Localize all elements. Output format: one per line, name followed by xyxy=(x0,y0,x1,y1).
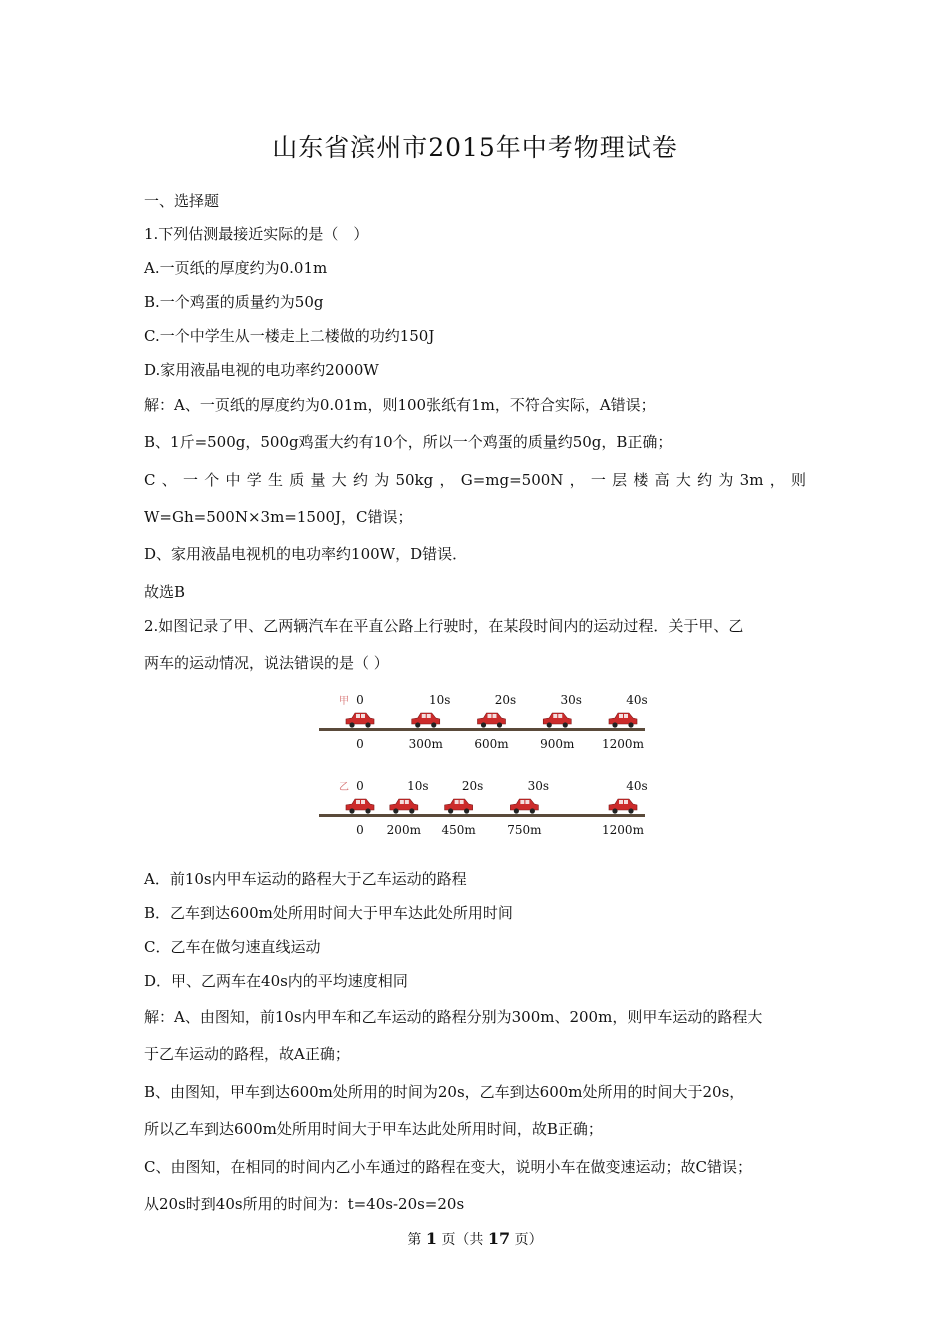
justified-text-chunk: 大 xyxy=(675,471,691,489)
q2-stem-line: 两车的运动情况，说法错误的是（ ） xyxy=(144,654,389,672)
q1-solution-line-justified xyxy=(144,470,806,490)
car-wheel xyxy=(349,722,354,727)
car-window xyxy=(361,714,365,718)
time-label: 30s xyxy=(560,693,582,707)
car-window xyxy=(493,714,497,718)
car-icon xyxy=(609,799,637,814)
q2-solution-line: 从20s时到40s所用的时间为：t=40s-20s=20s xyxy=(144,1195,465,1213)
car-wheel xyxy=(349,808,354,813)
justified-text-chunk: 高 xyxy=(654,471,670,489)
justified-text-chunk: 层 xyxy=(612,471,628,489)
justified-text-chunk: 、 xyxy=(161,471,177,489)
justified-text-chunk: 个 xyxy=(204,471,220,489)
footer-suffix: 页） xyxy=(514,1232,543,1248)
q1-stem: 1.下列估测最接近实际的是（ ） xyxy=(144,225,369,243)
car-icon xyxy=(510,799,538,814)
time-label: 30s xyxy=(527,779,550,793)
car-icon xyxy=(609,713,637,728)
car-body xyxy=(390,799,418,810)
justified-text-chunk: 约 xyxy=(697,471,713,489)
q1-option-a: A.一页纸的厚度约为0.01m xyxy=(144,259,328,277)
car-wheel xyxy=(365,722,370,727)
justified-text-chunk: G=mg=500N xyxy=(460,471,564,489)
justified-text-chunk: 生 xyxy=(267,471,283,489)
q2-option-b: B．乙车到达600m处所用时间大于甲车达此处所用时间 xyxy=(144,904,513,922)
distance-label: 0 xyxy=(356,737,364,751)
car-icon xyxy=(412,713,440,728)
car-window xyxy=(624,800,628,804)
car-window xyxy=(455,800,459,804)
q1-solution-line: W=Gh=500N×3m=1500J，C错误； xyxy=(144,508,413,526)
car-window xyxy=(427,714,431,718)
car-wheel xyxy=(415,722,420,727)
distance-label: 450m xyxy=(441,823,476,837)
justified-text-chunk: 50kg xyxy=(395,471,434,489)
justified-text-chunk: 为 xyxy=(374,471,390,489)
justified-text-chunk: 一 xyxy=(182,471,198,489)
car-window xyxy=(553,714,557,718)
page-footer xyxy=(0,1229,950,1249)
justified-text-chunk: C xyxy=(144,471,156,489)
car-wheel xyxy=(497,722,502,727)
car-wheel xyxy=(464,808,469,813)
time-label: 20s xyxy=(494,693,517,707)
justified-text-chunk: 为 xyxy=(718,471,734,489)
car-window xyxy=(356,800,360,804)
q2-solution-line: 解：A、由图知，前10s内甲车和乙车运动的路程分别为300m、200m，则甲车运动的路程大 xyxy=(144,1008,763,1026)
distance-label: 750m xyxy=(507,823,542,837)
q2-option-d: D．甲、乙两车在40s内的平均速度相同 xyxy=(144,972,408,990)
distance-label: 1200m xyxy=(602,823,644,837)
car-wheel xyxy=(612,722,617,727)
q1-solution-line: 解：A、一页纸的厚度约为0.01m，则100张纸有1m，不符合实际，A错误； xyxy=(144,396,656,414)
car-wheel xyxy=(547,722,552,727)
justified-text-chunk: 中 xyxy=(225,471,241,489)
justified-text-chunk: 质 xyxy=(289,471,305,489)
car-icon xyxy=(346,713,374,728)
footer-prefix: 第 xyxy=(407,1232,422,1248)
car-icon xyxy=(346,799,374,814)
car-window xyxy=(525,800,529,804)
q2-option-c: C．乙车在做匀速直线运动 xyxy=(144,938,321,956)
q2-option-a: A．前10s内甲车运动的路程大于乙车运动的路程 xyxy=(144,870,467,888)
distance-label: 300m xyxy=(408,737,443,751)
page-title: 山东省滨州市2015年中考物理试卷 xyxy=(272,133,678,162)
car-wheel xyxy=(365,808,370,813)
car-wheel xyxy=(514,808,519,813)
justified-text-chunk: 一 xyxy=(590,471,606,489)
track-label: 乙 xyxy=(339,782,349,793)
car-window xyxy=(624,714,628,718)
justified-text-chunk: 楼 xyxy=(633,471,649,489)
car-wheel xyxy=(530,808,535,813)
q2-solution-line: 所以乙车到达600m处所用时间大于甲车达此处所用时间，故B正确； xyxy=(144,1120,603,1138)
car-icon xyxy=(445,799,473,814)
justified-text-chunk: 则 xyxy=(790,471,806,489)
distance-label: 200m xyxy=(386,823,421,837)
q1-solution-line: D、家用液晶电视机的电功率约100W，D错误． xyxy=(144,545,468,563)
car-wheel xyxy=(612,808,617,813)
distance-label: 1200m xyxy=(602,737,644,751)
car-wheel xyxy=(448,808,453,813)
car-wheel xyxy=(563,722,568,727)
car-window xyxy=(619,714,623,718)
q1-option-c: C.一个中学生从一楼走上二楼做的功约150J xyxy=(144,327,435,345)
time-label: 40s xyxy=(626,779,648,793)
car-window xyxy=(422,714,426,718)
track-label: 甲 xyxy=(339,696,349,707)
justified-text-chunk: 量 xyxy=(310,471,326,489)
time-label: 10s xyxy=(429,693,451,707)
q1-option-d: D.家用液晶电视的电功率约2000W xyxy=(144,361,379,379)
car-wheel xyxy=(393,808,398,813)
car-icon xyxy=(390,799,418,814)
footer-total-pages: 17 xyxy=(487,1229,511,1248)
time-label: 0 xyxy=(356,779,364,793)
car-window xyxy=(400,800,404,804)
distance-label: 900m xyxy=(540,737,575,751)
time-label: 10s xyxy=(407,779,429,793)
distance-label: 0 xyxy=(356,823,364,837)
q1-answer: 故选B xyxy=(144,583,186,601)
q2-stem-line: 2.如图记录了甲、乙两辆汽车在平直公路上行驶时，在某段时间内的运动过程．关于甲、乙 xyxy=(144,617,744,635)
road-line xyxy=(319,814,645,817)
car-icon xyxy=(543,713,571,728)
footer-mid: 页（共 xyxy=(441,1232,484,1248)
car-window xyxy=(356,714,360,718)
q1-option-b: B.一个鸡蛋的质量约为50g xyxy=(144,293,324,311)
justified-text-chunk: 约 xyxy=(352,471,368,489)
car-wheel xyxy=(628,722,633,727)
time-label: 40s xyxy=(626,693,648,707)
time-label: 20s xyxy=(461,779,484,793)
justified-text-chunk: ， xyxy=(569,471,585,489)
justified-text-chunk: 大 xyxy=(331,471,347,489)
car-wheel xyxy=(409,808,414,813)
justified-text-chunk: ， xyxy=(439,471,455,489)
time-label: 0 xyxy=(356,693,364,707)
car-window xyxy=(488,714,492,718)
car-wheel xyxy=(431,722,436,727)
distance-label: 600m xyxy=(474,737,509,751)
q2-solution-line: 于乙车运动的路程，故A正确； xyxy=(144,1045,350,1063)
car-motion-figure xyxy=(313,686,653,838)
car-window xyxy=(361,800,365,804)
car-window xyxy=(520,800,524,804)
car-window xyxy=(558,714,562,718)
track-jia xyxy=(319,693,648,751)
car-wheel xyxy=(481,722,486,727)
car-window xyxy=(619,800,623,804)
car-wheel xyxy=(628,808,633,813)
section-heading: 一、选择题 xyxy=(144,192,220,210)
q2-solution-line: B、由图知，甲车到达600m处所用的时间为20s，乙车到达600m处所用的时间大于20s， xyxy=(144,1083,745,1101)
car-window xyxy=(460,800,464,804)
car-window xyxy=(405,800,409,804)
car-icon xyxy=(478,713,506,728)
justified-text-chunk: 3m xyxy=(739,471,764,489)
track-yi xyxy=(319,779,648,837)
justified-text-chunk: 学 xyxy=(246,471,262,489)
q2-solution-line: C、由图知，在相同的时间内乙小车通过的路程在变大，说明小车在做变速运动；故C错误； xyxy=(144,1158,752,1176)
justified-text-chunk: ， xyxy=(769,471,785,489)
footer-page-number: 1 xyxy=(425,1229,437,1248)
q1-solution-line: B、1斤=500g，500g鸡蛋大约有10个，所以一个鸡蛋的质量约50g，B正确； xyxy=(144,433,673,451)
road-line xyxy=(319,728,645,731)
